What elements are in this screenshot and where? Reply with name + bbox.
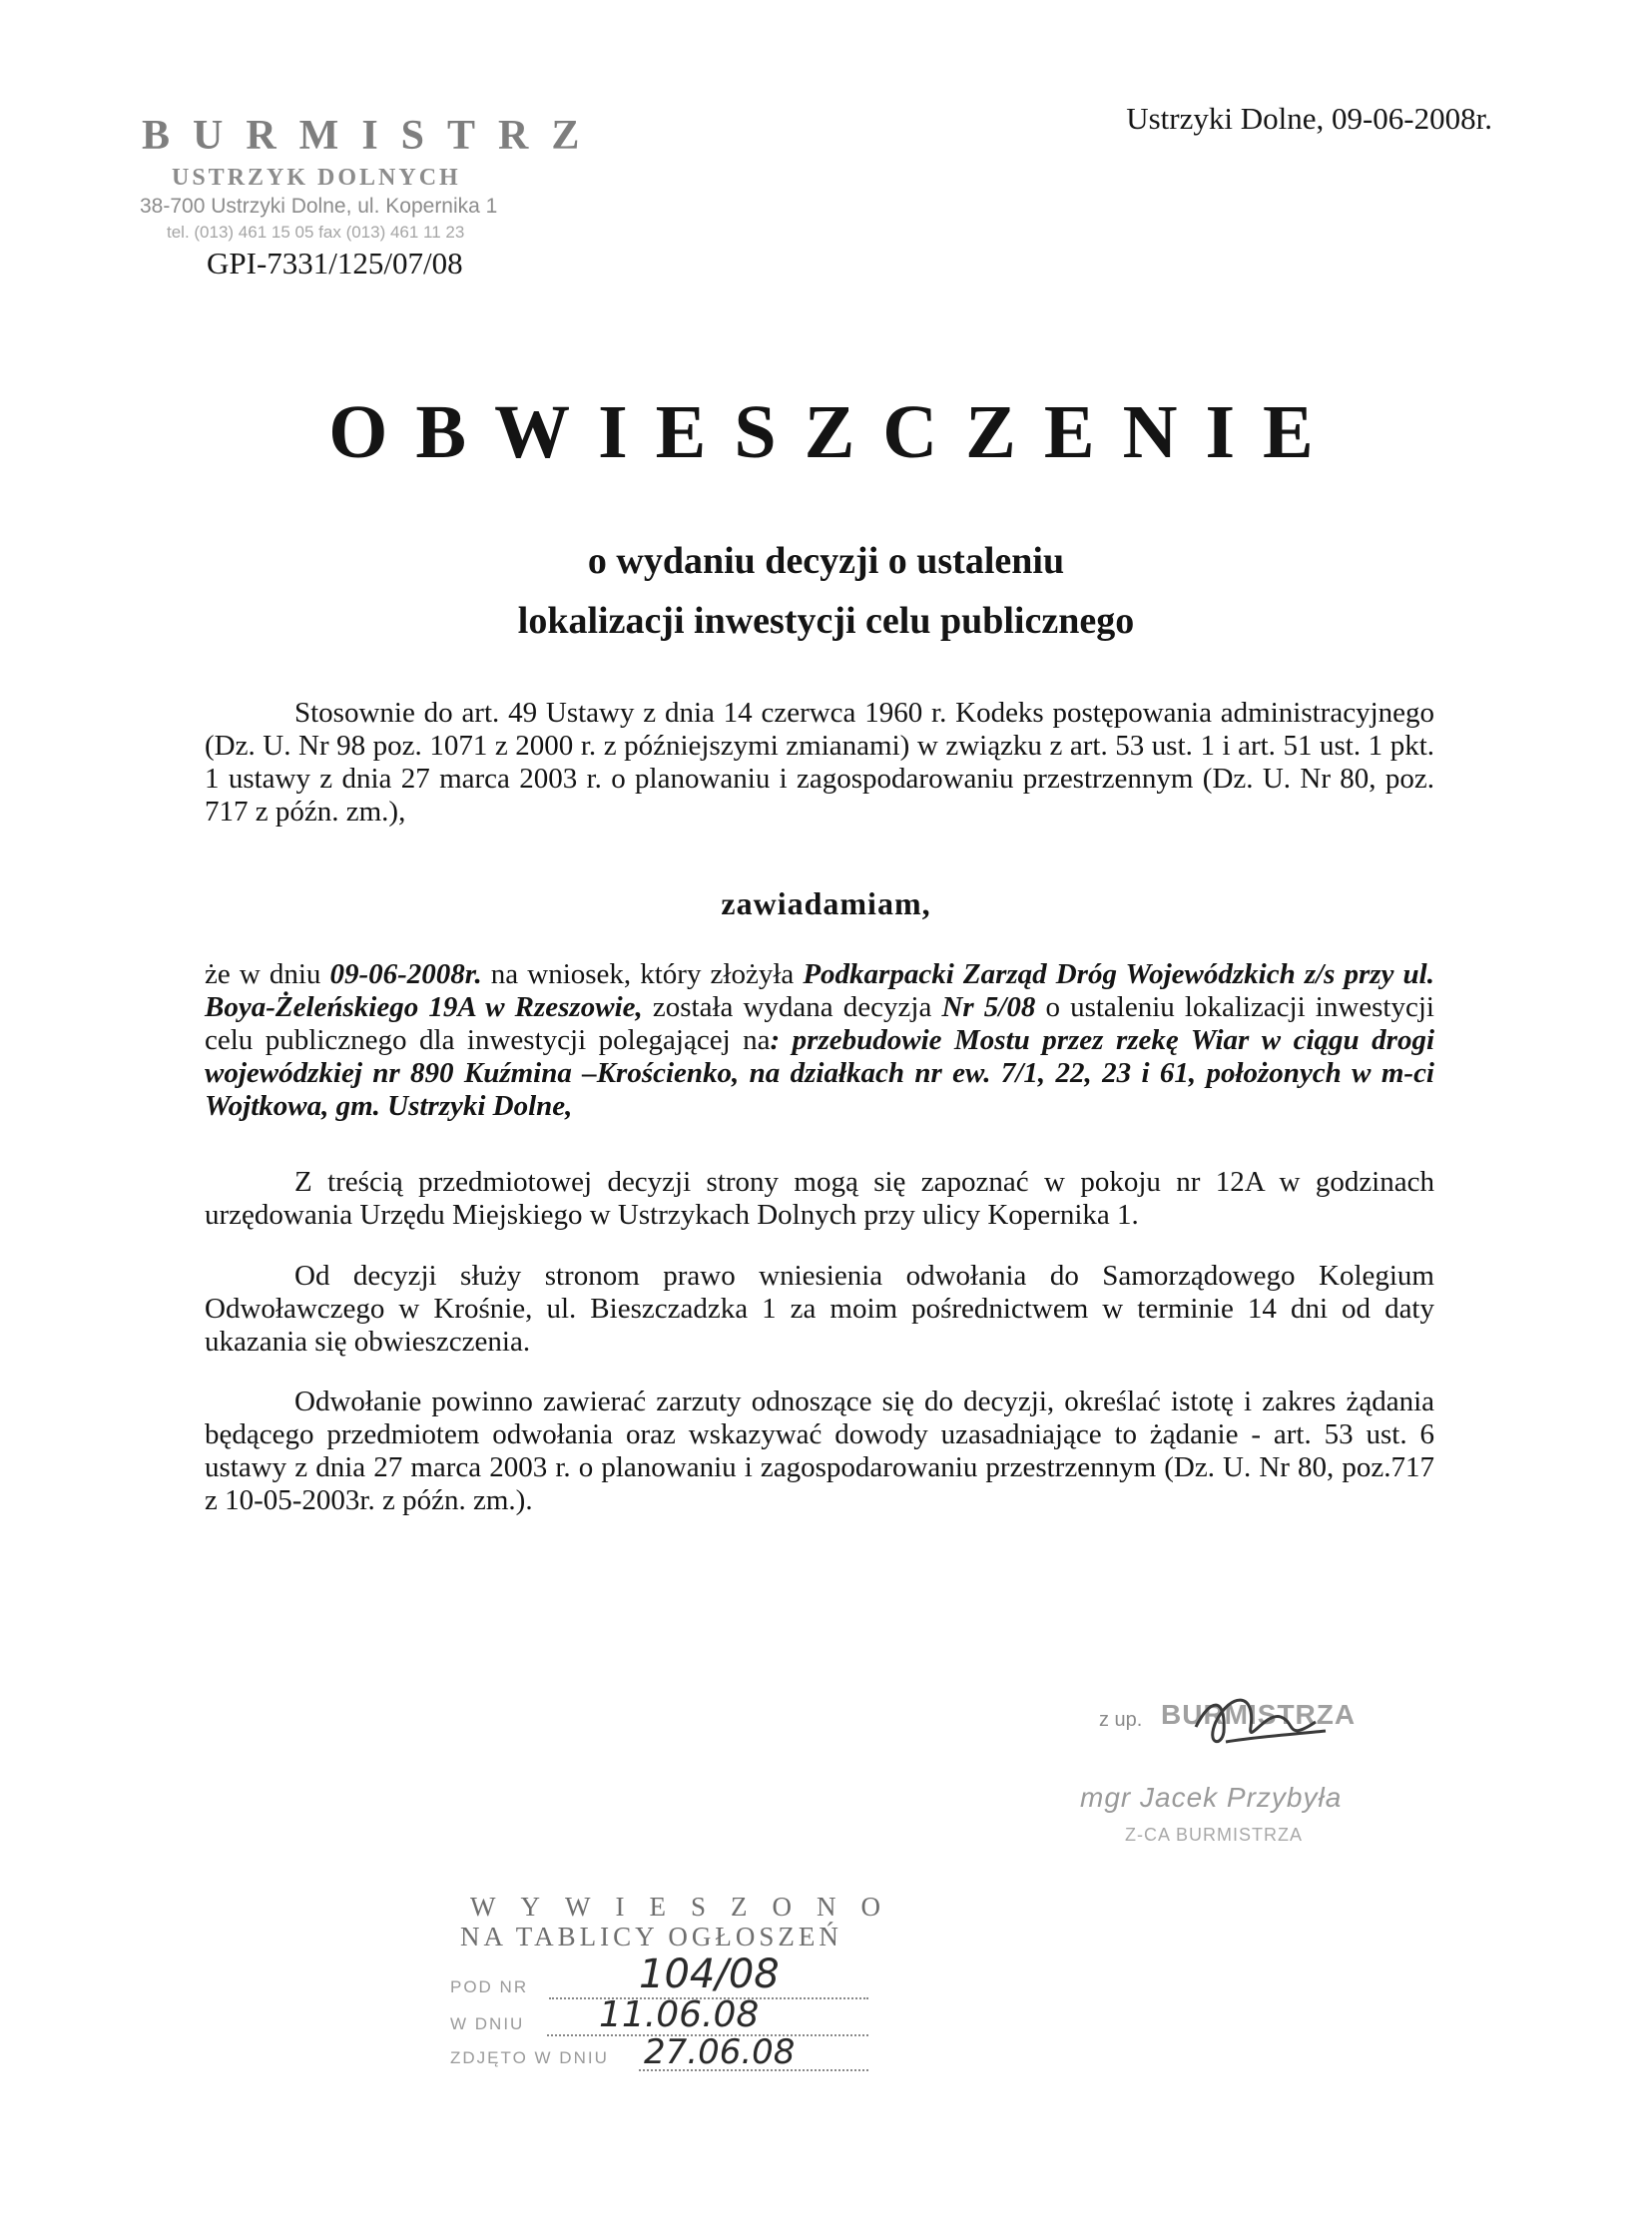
removal-date-value: 27.06.08 xyxy=(644,2032,796,2072)
notice-text-3: została wydana decyzja xyxy=(642,991,942,1023)
signature-stamp: BURMISTRZA xyxy=(1161,1699,1357,1730)
letterhead-address: 38-700 Ustrzyki Dolne, ul. Kopernika 1 xyxy=(140,195,498,218)
announcement-word: zawiadamiam, xyxy=(721,885,931,921)
appeal-paragraph: Od decyzji służy stronom prawo wniesienia odwołania do Samorządowego Kolegium Odwoławczego w Krośnie, ul. Bieszczadzka 1 za moim pośrednictwem w terminie 14 dni od daty ukazania się obwieszczenia. xyxy=(205,1260,1434,1358)
notice-applicant: Podkarpacki Zarząd Dróg Wojewódzkich z/s przy ul. Boya-Żeleńskiego 19A w Rzeszowie, xyxy=(205,958,1434,1023)
posting-stamp-line-2: NA TABLICY OGŁOSZEŃ xyxy=(460,1922,842,1951)
removal-date-label: ZDJĘTO W DNIU xyxy=(450,2048,609,2067)
notice-text-2: na wniosek, który złożyła xyxy=(481,958,804,990)
signature-prefix: z up. xyxy=(1099,1709,1143,1731)
posting-stamp-line-1: WYWIESZONO xyxy=(470,1892,905,1922)
posting-date-label: W DNIU xyxy=(450,2014,525,2033)
posting-number-label: POD NR xyxy=(450,1977,529,1996)
handwritten-signature xyxy=(1186,1687,1336,1757)
letterhead-subtitle: USTRZYK DOLNYCH xyxy=(172,165,461,191)
posting-number-value: 104/08 xyxy=(639,1951,780,1997)
subheading-line-1: o wydaniu decyzji o ustaleniu xyxy=(587,540,1065,582)
notice-date: 09-06-2008r. xyxy=(329,958,482,990)
signatory-name: mgr Jacek Przybyła xyxy=(1080,1782,1343,1813)
notice-text-4: o ustaleniu lokalizacji inwestycji celu publicznego dla inwestycji polegającej na xyxy=(205,991,1434,1056)
document-subheading xyxy=(0,531,1652,651)
reference-number: GPI-7331/125/07/08 xyxy=(207,246,463,280)
notice-investment: : przebudowie Mostu przez rzekę Wiar w ciągu drogi wojewódzkiej nr 890 Kuźmina –Krościenko, na działkach nr ew. 7/1, 22, 23 i 61, położonych w m-ci Wojtkowa, gm. Ustrzyki Dolne, xyxy=(205,1024,1434,1122)
notice-decision-number: Nr 5/08 xyxy=(941,991,1036,1023)
letterhead-title: BURMISTRZ xyxy=(142,113,603,159)
notice-text-1: że w dniu xyxy=(205,958,330,990)
place-date: Ustrzyki Dolne, 09-06-2008r. xyxy=(1126,101,1492,136)
posting-date-value: 11.06.08 xyxy=(599,1994,760,2035)
letterhead-phone: tel. (013) 461 15 05 fax (013) 461 11 23 xyxy=(167,223,465,242)
signatory-role: Z-CA BURMISTRZA xyxy=(1125,1825,1304,1845)
legal-basis-paragraph: Stosownie do art. 49 Ustawy z dnia 14 czerwca 1960 r. Kodeks postępowania administracyjnego (Dz. U. Nr 98 poz. 1071 z 2000 r. z późniejszymi zmianami) w związku z art. 53 ust. 1 i art. 51 ust. 1 pkt. 1 ustawy z dnia 27 marca 2003 r. o planowaniu i zagospodarowaniu przestrzennym (Dz. U. Nr 80, poz. 717 z późn. zm.), xyxy=(205,697,1434,828)
subheading-line-2: lokalizacji inwestycji celu publicznego xyxy=(517,600,1135,642)
access-paragraph: Z treścią przedmiotowej decyzji strony mogą się zapoznać w pokoju nr 12A w godzinach urzędowania Urzędu Miejskiego w Ustrzykach Dolnych przy ulicy Kopernika 1. xyxy=(205,1166,1434,1231)
notice-paragraph xyxy=(205,958,1434,1123)
appeal-content-paragraph: Odwołanie powinno zawierać zarzuty odnoszące się do decyzji, określać istotę i zakres żądania będącego przedmiotem odwołania oraz wskazywać dowody uzasadniające to żądanie - art. 53 ust. 6 ustawy z dnia 27 marca 2003 r. o planowaniu i zagospodarowaniu przestrzennym (Dz. U. Nr 80, poz.717 z 10-05-2003r. z późn. zm.). xyxy=(205,1386,1434,1516)
document-heading: OBWIESZCZENIE xyxy=(328,390,1342,474)
